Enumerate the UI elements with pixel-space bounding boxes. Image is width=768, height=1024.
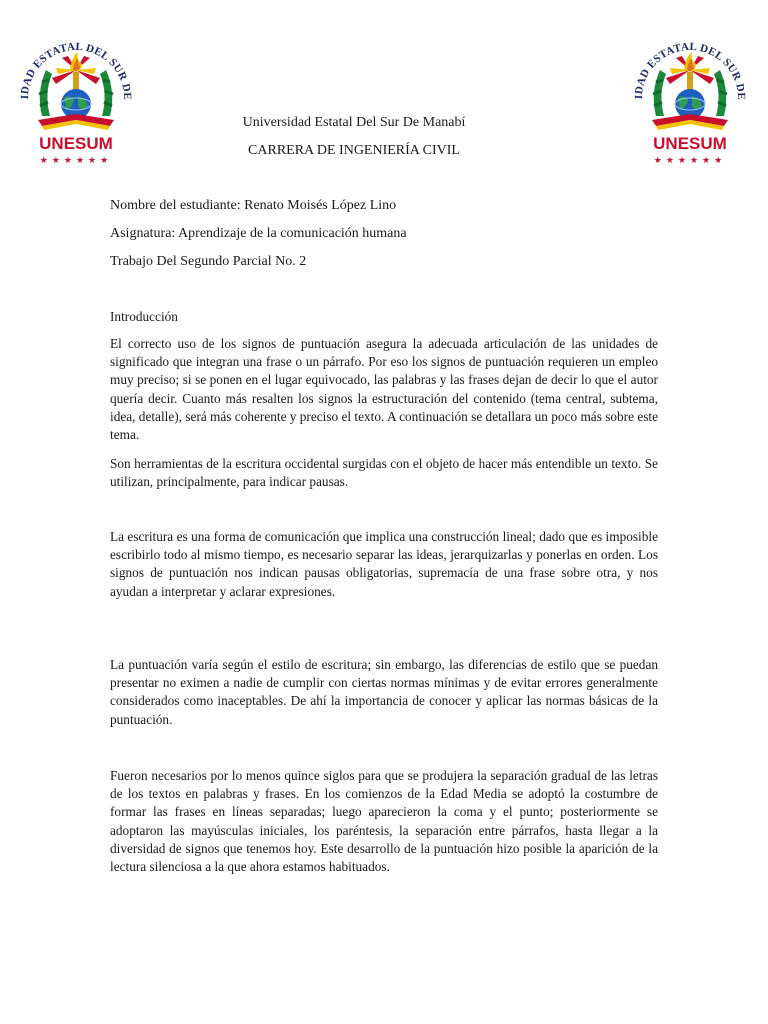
university-name: Universidad Estatal Del Sur De Manabí <box>242 115 466 130</box>
svg-text:UNESUM: UNESUM <box>39 134 113 153</box>
svg-text:UNIVERSIDAD ESTATAL DEL SUR DE: IDAD ESTATAL DEL SUR DE <box>18 40 134 101</box>
svg-text:★★★★★★: ★★★★★★ <box>653 156 727 166</box>
svg-text:★★★★★★: ★★★★★★ <box>39 156 113 166</box>
paragraph-5: Fueron necesarios por lo menos quince siglos para que se produjera la separación gradual de las letras de los textos en palabras y frases. En los comienzos de la Edad Media se adoptó la costumbre de formar las frases en líneas separadas; luego aparecieron la coma y el punto; posteriormente se adoptaron las mayúsculas iniciales, los paréntesis, la separación entre párrafos, hasta llegar a la diversidad de signos que tenemos hoy. Este desarrollo de la puntuación hizo posible la aparición de la lectura silenciosa a la que ahora estamos habituados. <box>110 768 658 875</box>
work-title: Trabajo Del Segundo Parcial No. 2 <box>110 254 307 269</box>
career-title: CARRERA DE INGENIERÍA CIVIL <box>248 143 460 158</box>
paragraph-4: La puntuación varía según el estilo de escritura; sin embargo, las diferencias de estilo que se puedan presentar no eximen a nadie de cumplir con ciertas normas mínimas y de evitar errores generalmente considerados como inaceptables. De ahí la importancia de conocer y aplicar las normas básicas de la puntuación. <box>110 657 658 727</box>
subject-line: Asignatura: Aprendizaje de la comunicación humana <box>110 226 407 241</box>
student-name: Nombre del estudiante: Renato Moisés López Lino <box>110 198 397 213</box>
svg-text:UNIVERSIDAD ESTATAL DEL SUR DE: IDAD ESTATAL DEL SUR DE <box>632 40 748 101</box>
paragraph-1: El correcto uso de los signos de puntuación asegura la adecuada articulación de las unidades de significado que integran una frase o un párrafo. Por eso los signos de puntuación requieren un empleo muy preciso; si se ponen en el lugar equivocado, las palabras y las frases dejan de decir lo que el autor quería decir. Cuanto más resalten los signos la estructuración del contenido (tema central, subtema, idea, detalle), será más coherente y preciso el texto. A continuación se detallara un poco más sobre este tema. <box>110 336 658 443</box>
svg-text:UNESUM: UNESUM <box>653 134 727 153</box>
section-heading: Introducción <box>110 309 178 324</box>
paragraph-3: La escritura es una forma de comunicación que implica una construcción lineal; dado que es imposible escribirlo todo al mismo tiempo, es necesario separar las ideas, jerarquizarlas y ponerlas en orden. Los signos de puntuación nos indican pausas obligatorias, supremacía de una frase sobre otra, y nos ayudan a interpretar y aclarar expresiones. <box>110 529 658 599</box>
paragraph-2: Son herramientas de la escritura occidental surgidas con el objeto de hacer más entendible un texto. Se utilizan, principalmente, para indicar pausas. <box>110 456 658 490</box>
